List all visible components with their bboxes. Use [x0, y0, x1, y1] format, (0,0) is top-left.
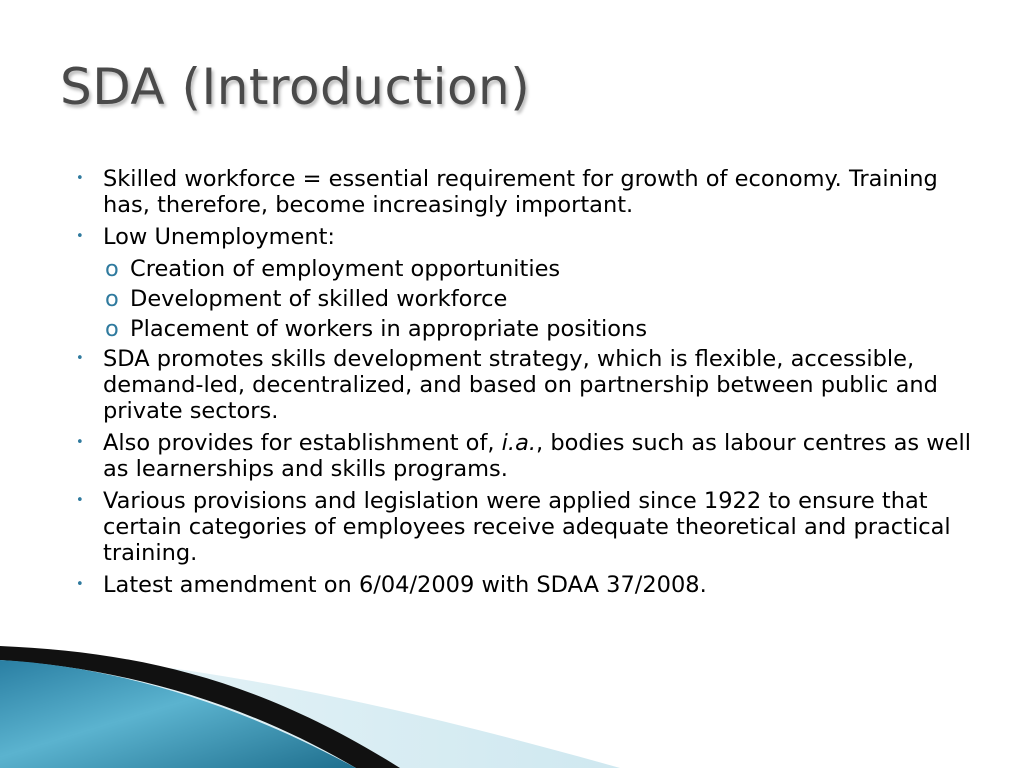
bullet-dot-icon: • — [76, 435, 84, 450]
sub-item-text: Development of skilled workforce — [130, 286, 508, 312]
wave-blue-band — [0, 660, 356, 768]
bullet-dot-icon: • — [76, 171, 84, 186]
bullet-text: Low Unemployment: — [103, 224, 335, 250]
bullet-text: Various provisions and legislation were applied since 1922 to ensure that certain categories of employees receive adequate theoretical and practical training. — [103, 488, 951, 566]
sub-item-text: Creation of employment opportunities — [130, 256, 561, 282]
bullet-text: SDA promotes skills development strategy, which is flexible, accessible, demand-led, decentralized, and based on partnership between public and private sectors. — [103, 346, 938, 424]
bullet-text-part: , bodies such as labour centres as well as learnerships and skills programs. — [103, 430, 971, 482]
bullet-item — [76, 488, 976, 566]
bullet-dot-icon: • — [76, 229, 84, 244]
sub-list — [76, 256, 976, 342]
bullet-text: Latest amendment on 6/04/2009 with SDAA 37/2008. — [103, 572, 707, 598]
bullet-text-part: Also provides for establishment of, — [103, 430, 502, 456]
circle-marker-icon: o — [105, 316, 119, 342]
sub-item-text: Placement of workers in appropriate positions — [130, 316, 648, 342]
bullet-item — [76, 430, 976, 482]
sub-item — [76, 256, 976, 282]
slide-title: SDA (Introduction) — [60, 58, 531, 116]
bullet-item — [76, 224, 976, 250]
wave-light-band — [0, 652, 620, 768]
bullet-text-italic: i.a. — [501, 430, 537, 456]
circle-marker-icon: o — [105, 286, 119, 312]
sub-item — [76, 316, 976, 342]
bullet-item — [76, 166, 976, 218]
bullet-list — [76, 166, 976, 604]
bullet-item — [76, 346, 976, 424]
bullet-text: Skilled workforce = essential requirement for growth of economy. Training has, therefore, become increasingly important. — [103, 166, 938, 218]
bullet-dot-icon: • — [76, 493, 84, 508]
bullet-text — [103, 430, 971, 482]
circle-marker-icon: o — [105, 256, 119, 282]
bullet-dot-icon: • — [76, 351, 84, 366]
bullet-item — [76, 572, 976, 598]
wave-dark-stripe — [0, 646, 400, 768]
bullet-dot-icon: • — [76, 577, 84, 592]
sub-item — [76, 286, 976, 312]
